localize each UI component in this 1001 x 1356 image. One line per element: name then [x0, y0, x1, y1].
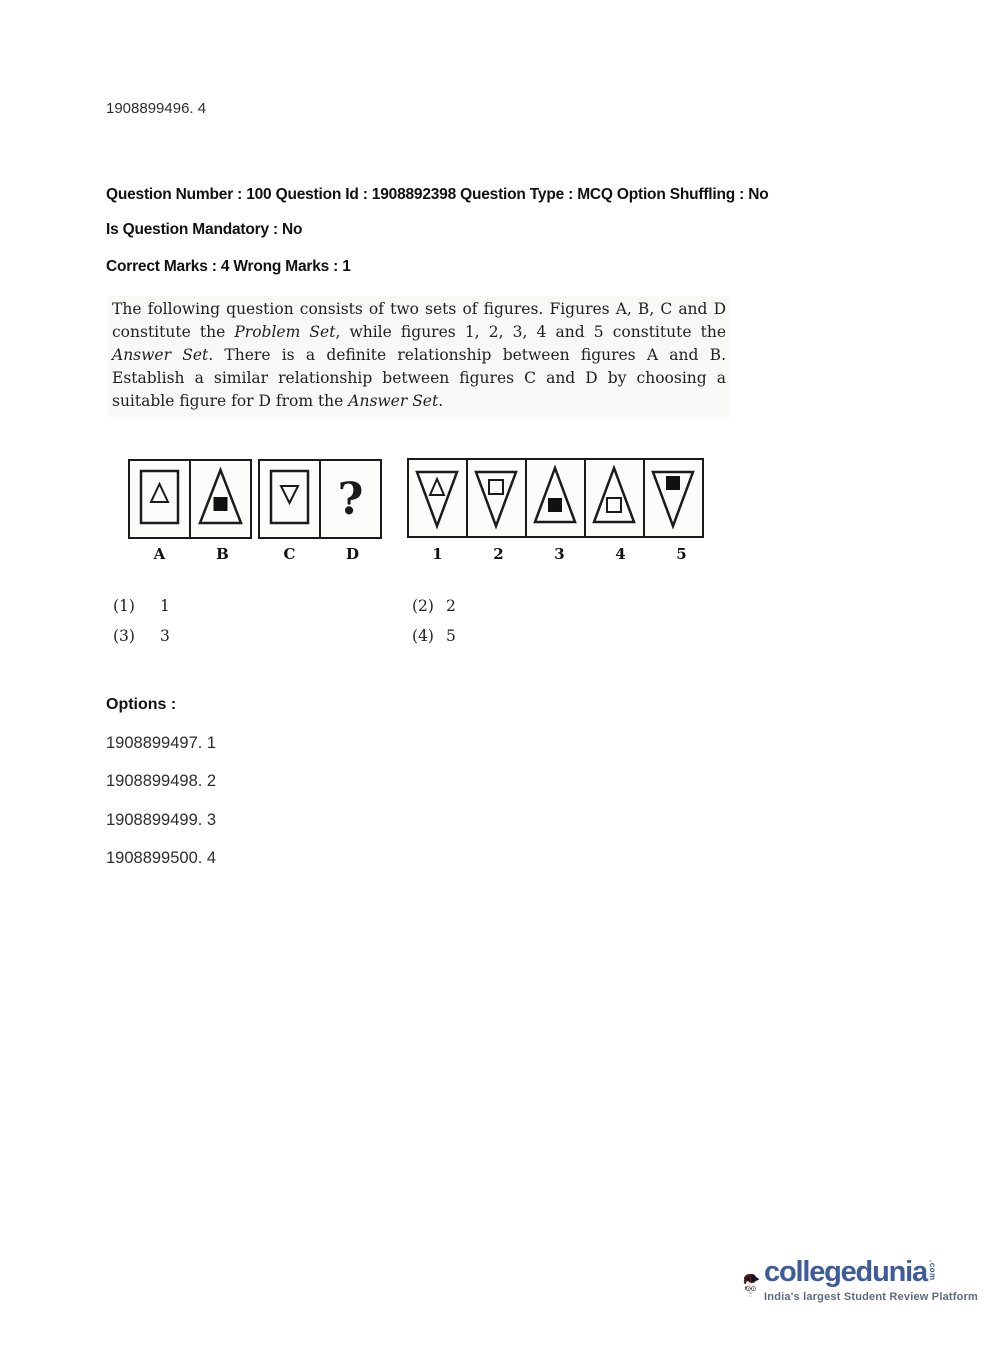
- choice-2: [412, 597, 456, 615]
- choice-value: 5: [446, 627, 456, 645]
- question-meta-line3: Correct Marks : 4 Wrong Marks : 1: [106, 258, 351, 275]
- question-meta-line2: Is Question Mandatory : No: [106, 221, 303, 238]
- collegedunia-logo: [742, 1243, 978, 1331]
- choice-number: (2): [412, 597, 434, 615]
- option-id-4: 1908899500. 4: [106, 849, 217, 867]
- option-id-1: 1908899497. 1: [106, 734, 217, 752]
- figure-label: A: [153, 545, 166, 563]
- figure-label: 2: [493, 545, 504, 563]
- figure-label: 5: [676, 545, 687, 563]
- problem-labels-cd: [258, 545, 384, 563]
- figure-box-d: [319, 459, 382, 539]
- choice-3: [113, 627, 170, 645]
- question-meta-line1: Question Number : 100 Question Id : 1908892398 Question Type : MCQ Option Shuffling : No: [106, 186, 769, 203]
- figure-box-2: [466, 458, 527, 538]
- question-text-italic: Answer Set: [112, 346, 209, 364]
- options-heading: Options :: [106, 696, 177, 713]
- choice-value: 2: [446, 597, 456, 615]
- up-triangle-with-filled-square-icon: [191, 461, 250, 537]
- brand-tld: .com: [927, 1260, 937, 1281]
- choice-number: (1): [113, 597, 135, 615]
- figure-box-4: [584, 458, 645, 538]
- figure-label: 1: [432, 545, 443, 563]
- choice-number: (3): [113, 627, 135, 645]
- question-text-segment: .: [438, 392, 444, 410]
- question-mark-icon: ?: [337, 473, 364, 525]
- brand-tagline: India's largest Student Review Platform: [764, 1291, 978, 1303]
- figure-label: 4: [615, 545, 626, 563]
- figure-label: C: [283, 545, 296, 563]
- choice-value: 3: [160, 627, 170, 645]
- question-text-italic: Answer Set: [348, 392, 439, 410]
- question-text-segment: The following question consists of two sets of figures. Figures A, B, C and D constitute the: [112, 300, 726, 341]
- problem-set-group-ab: [128, 459, 252, 539]
- figure-box-c: [258, 459, 321, 539]
- figure-label: B: [216, 545, 229, 563]
- square-with-up-triangle-icon: [130, 461, 189, 537]
- question-text-italic: Problem Set: [234, 323, 336, 341]
- figure-label: D: [345, 545, 359, 563]
- brand-wordmark: collegedunia: [764, 1256, 927, 1288]
- option-id-3: 1908899499. 3: [106, 811, 217, 829]
- up-triangle-with-filled-square-icon: [527, 460, 584, 536]
- figure-box-b: [189, 459, 252, 539]
- answer-labels: [407, 545, 712, 563]
- down-triangle-with-filled-square-icon: [645, 460, 702, 536]
- choice-1: [113, 597, 170, 615]
- question-text-segment: , while figures 1, 2, 3, 4 and 5 constitute the: [335, 323, 726, 341]
- figure-box-1: [407, 458, 468, 538]
- choice-value: 1: [160, 597, 170, 615]
- figure-box-a: [128, 459, 191, 539]
- student-mascot-icon: [742, 1243, 760, 1327]
- question-text-segment: . There is a definite relationship between figures A and B. Establish a similar relationship between figures C and D by choosing a suitable figure for D from the: [112, 346, 727, 410]
- choice-4: [412, 627, 456, 645]
- previous-answer-id: 1908899496. 4: [106, 100, 207, 117]
- answer-set-group: [407, 458, 704, 538]
- problem-labels-ab: [128, 545, 254, 563]
- square-with-down-triangle-icon: [260, 461, 319, 537]
- question-text: [108, 296, 730, 417]
- down-triangle-with-square-outline-icon: [468, 460, 525, 536]
- option-id-2: 1908899498. 2: [106, 772, 217, 790]
- choice-number: (4): [412, 627, 434, 645]
- figure-box-5: [643, 458, 704, 538]
- up-triangle-with-square-outline-icon: [586, 460, 643, 536]
- figure-label: 3: [554, 545, 565, 563]
- problem-set-group-cd: [258, 459, 382, 539]
- figure-box-3: [525, 458, 586, 538]
- down-triangle-with-up-triangle-icon: [409, 460, 466, 536]
